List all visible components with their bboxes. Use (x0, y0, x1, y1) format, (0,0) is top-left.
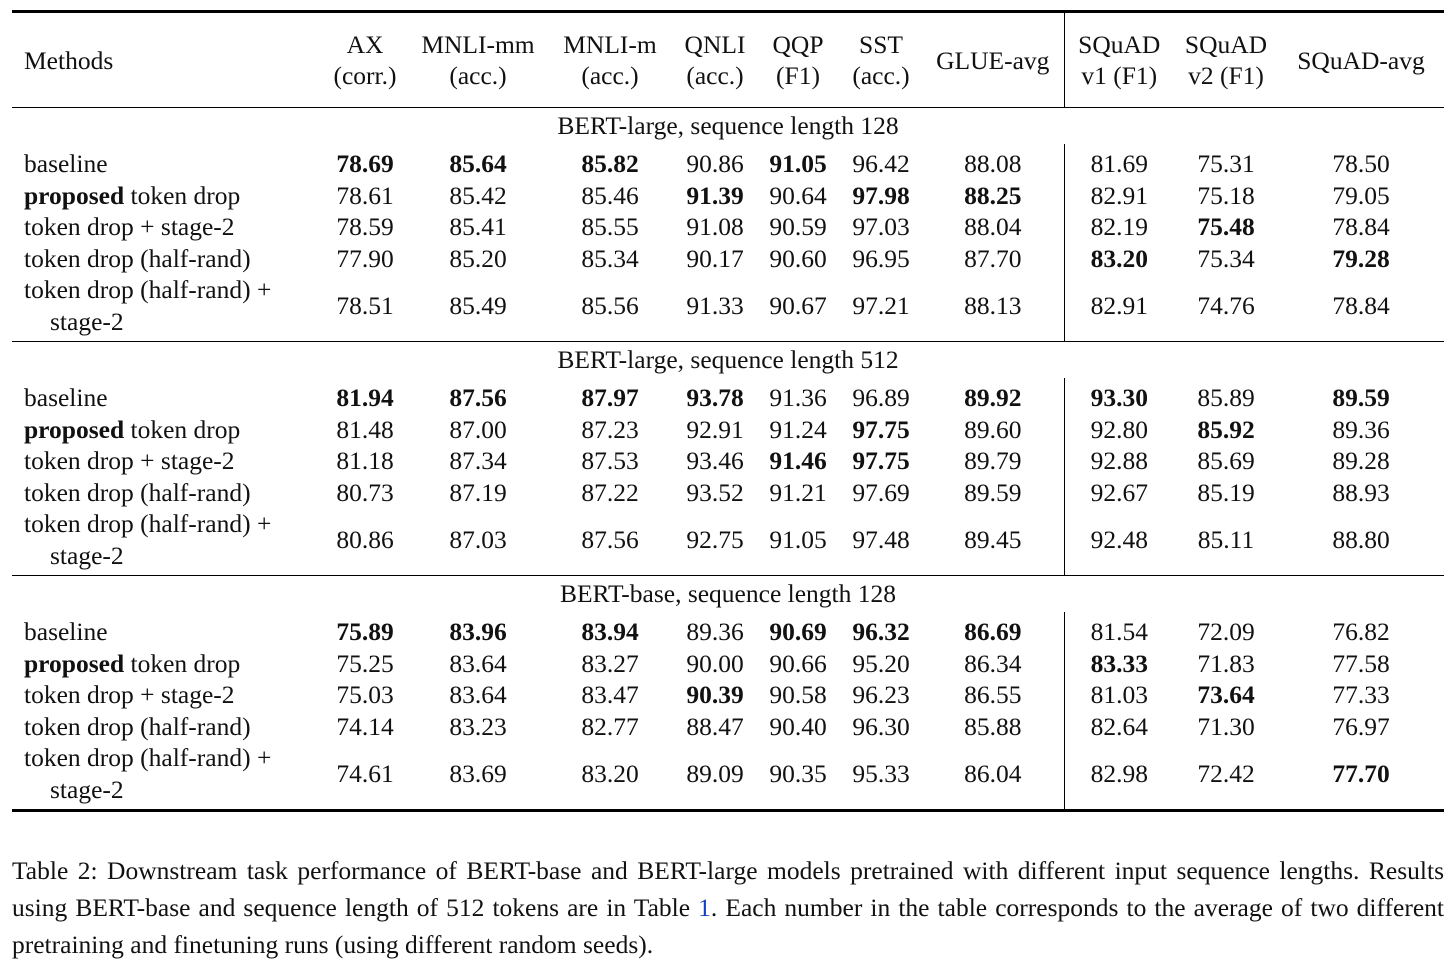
value-cell: 77.90 (336, 243, 394, 273)
column-header-line1: SQuAD (1184, 30, 1268, 59)
value-cell: 85.88 (922, 711, 1064, 743)
value-cell: 87.56 (449, 383, 507, 412)
method-name: baseline (24, 383, 108, 412)
value-cell: 88.47 (686, 711, 744, 741)
value-cell: 95.33 (852, 758, 910, 788)
value-cell: 81.54 (1090, 617, 1148, 646)
value-cell: 88.04 (922, 211, 1064, 243)
method-name-line2: stage-2 (50, 540, 124, 570)
method-cell (12, 477, 320, 509)
value-cell: 75.31 (1197, 149, 1255, 178)
method-name: token drop (half-rand) (24, 711, 251, 741)
column-header (756, 12, 840, 108)
method-emphasis: proposed (24, 414, 125, 444)
value-cell: 78.51 (336, 290, 394, 320)
table-row (12, 648, 1444, 680)
table-row (12, 274, 1444, 342)
value-cell: 82.91 (1090, 180, 1148, 210)
table-caption (12, 852, 1444, 963)
method-cell (12, 445, 320, 477)
value-cell: 91.24 (769, 414, 827, 444)
method-cell (12, 612, 320, 648)
value-cell: 88.25 (922, 180, 1064, 212)
value-cell: 86.55 (922, 679, 1064, 711)
value-cell: 88.08 (922, 144, 1064, 180)
value-cell: 97.75 (852, 446, 910, 475)
value-cell: 83.20 (1090, 243, 1148, 273)
value-cell: 83.27 (581, 648, 639, 678)
method-name: token drop (half-rand) + (24, 743, 272, 772)
group-header-row (12, 108, 1444, 145)
value-cell: 87.00 (449, 414, 507, 444)
value-cell: 90.60 (769, 243, 827, 273)
value-cell: 75.89 (336, 617, 394, 646)
method-name: token drop (124, 414, 241, 444)
value-cell: 81.69 (1090, 149, 1148, 178)
method-cell (12, 144, 320, 180)
column-header-line2: (F1) (776, 61, 820, 90)
value-cell: 76.97 (1332, 711, 1390, 741)
value-cell: 78.84 (1332, 212, 1390, 241)
value-cell: 81.18 (336, 446, 394, 475)
group-title: BERT-large, sequence length 512 (557, 345, 899, 374)
value-cell: 75.34 (1197, 243, 1255, 273)
value-cell: 89.36 (1332, 414, 1390, 444)
value-cell: 83.64 (449, 648, 507, 678)
column-header (546, 12, 674, 108)
column-header (1174, 12, 1278, 108)
column-header-line1: Methods (24, 45, 114, 75)
value-cell: 90.67 (769, 290, 827, 320)
column-header-line2: v1 (F1) (1081, 61, 1158, 90)
caption-table-ref-link[interactable]: 1 (698, 893, 711, 922)
value-cell: 93.46 (686, 446, 744, 475)
method-cell (12, 211, 320, 243)
value-cell: 90.35 (769, 758, 827, 788)
method-name: token drop (half-rand) + (24, 275, 272, 304)
value-cell: 92.75 (686, 524, 744, 554)
value-cell: 77.70 (1332, 758, 1390, 788)
table-row (12, 679, 1444, 711)
method-emphasis: proposed (24, 180, 125, 210)
value-cell: 85.92 (1197, 414, 1255, 444)
value-cell: 85.46 (581, 180, 639, 210)
value-cell: 89.60 (922, 414, 1064, 446)
value-cell: 86.34 (922, 648, 1064, 680)
results-table-container (12, 10, 1444, 812)
value-cell: 79.05 (1332, 180, 1390, 210)
method-name: token drop + stage-2 (24, 212, 235, 241)
table-row (12, 378, 1444, 414)
value-cell: 75.48 (1197, 212, 1255, 241)
value-cell: 90.40 (769, 711, 827, 741)
method-cell (12, 742, 320, 811)
value-cell: 97.48 (852, 524, 910, 554)
value-cell: 96.23 (852, 680, 910, 709)
value-cell: 93.30 (1090, 383, 1148, 412)
column-header-line1: QQP (772, 30, 824, 59)
value-cell: 91.46 (769, 446, 827, 475)
value-cell: 82.91 (1090, 290, 1148, 320)
value-cell: 89.59 (1332, 383, 1390, 412)
value-cell: 87.03 (449, 524, 507, 554)
value-cell: 88.13 (922, 274, 1064, 342)
method-name: token drop (half-rand) (24, 477, 251, 507)
value-cell: 85.11 (1197, 524, 1255, 554)
value-cell: 82.77 (581, 711, 639, 741)
table-row (12, 612, 1444, 648)
table-row (12, 445, 1444, 477)
table-row (12, 711, 1444, 743)
value-cell: 78.84 (1332, 290, 1390, 320)
value-cell: 74.14 (336, 711, 394, 741)
value-cell: 81.03 (1090, 680, 1148, 709)
value-cell: 73.64 (1197, 680, 1255, 709)
value-cell: 91.36 (769, 383, 827, 412)
column-header (840, 12, 922, 108)
method-cell (12, 679, 320, 711)
value-cell: 86.04 (922, 742, 1064, 811)
value-cell: 83.94 (581, 617, 639, 646)
method-emphasis: proposed (24, 648, 125, 678)
value-cell: 75.03 (336, 680, 394, 709)
value-cell: 92.91 (686, 414, 744, 444)
value-cell: 96.42 (852, 149, 910, 178)
value-cell: 87.34 (449, 446, 507, 475)
method-name: token drop + stage-2 (24, 446, 235, 475)
value-cell: 87.19 (449, 477, 507, 507)
value-cell: 78.69 (336, 149, 394, 178)
value-cell: 83.69 (449, 758, 507, 788)
value-cell: 72.42 (1197, 758, 1255, 788)
group-title: BERT-large, sequence length 128 (557, 111, 899, 140)
value-cell: 83.20 (581, 758, 639, 788)
value-cell: 87.53 (581, 446, 639, 475)
value-cell: 96.30 (852, 711, 910, 741)
value-cell: 85.55 (581, 212, 639, 241)
value-cell: 78.50 (1332, 149, 1390, 178)
value-cell: 85.42 (449, 180, 507, 210)
table-header (12, 12, 1444, 108)
header-row (12, 12, 1444, 108)
method-name: token drop (half-rand) (24, 243, 251, 273)
value-cell: 91.05 (769, 149, 827, 178)
value-cell: 92.48 (1090, 524, 1148, 554)
method-name: baseline (24, 149, 108, 178)
column-header-line1: AX (346, 30, 384, 59)
value-cell: 91.08 (686, 212, 744, 241)
value-cell: 83.23 (449, 711, 507, 741)
column-header-line2: (acc.) (852, 61, 910, 90)
column-header-line1: GLUE-avg (936, 45, 1050, 75)
value-cell: 96.95 (852, 243, 910, 273)
value-cell: 92.88 (1090, 446, 1148, 475)
value-cell: 96.32 (852, 617, 910, 646)
table-row (12, 414, 1444, 446)
value-cell: 95.20 (852, 648, 910, 678)
value-cell: 90.64 (769, 180, 827, 210)
column-header (922, 12, 1064, 108)
group-header-row (12, 342, 1444, 379)
value-cell: 85.20 (449, 243, 507, 273)
method-cell (12, 648, 320, 680)
table-row (12, 508, 1444, 576)
column-header (410, 12, 546, 108)
value-cell: 81.48 (336, 414, 394, 444)
value-cell: 92.80 (1090, 414, 1148, 444)
value-cell: 85.34 (581, 243, 639, 273)
value-cell: 82.19 (1090, 212, 1148, 241)
value-cell: 87.22 (581, 477, 639, 507)
value-cell: 85.19 (1197, 477, 1255, 507)
method-name: token drop (124, 180, 241, 210)
value-cell: 87.97 (581, 383, 639, 412)
value-cell: 86.69 (922, 612, 1064, 648)
column-header-line2: v2 (F1) (1188, 61, 1264, 90)
value-cell: 89.09 (686, 758, 744, 788)
value-cell: 80.86 (336, 524, 394, 554)
value-cell: 89.28 (1332, 446, 1390, 475)
value-cell: 96.89 (852, 383, 910, 412)
value-cell: 85.82 (581, 149, 639, 178)
value-cell: 85.89 (1197, 383, 1255, 412)
value-cell: 90.69 (769, 617, 827, 646)
table-row (12, 477, 1444, 509)
value-cell: 85.69 (1197, 446, 1255, 475)
value-cell: 89.79 (922, 445, 1064, 477)
value-cell: 75.18 (1197, 180, 1255, 210)
method-cell (12, 378, 320, 414)
method-name: token drop (124, 648, 241, 678)
group-title: BERT-base, sequence length 128 (559, 579, 897, 608)
value-cell: 91.39 (686, 180, 744, 210)
value-cell: 82.64 (1090, 711, 1148, 741)
table-row (12, 180, 1444, 212)
value-cell: 89.59 (922, 477, 1064, 509)
table-row (12, 211, 1444, 243)
value-cell: 78.61 (336, 180, 394, 210)
column-header-line1: MNLI-m (563, 30, 657, 59)
value-cell: 82.98 (1090, 758, 1148, 788)
caption-text-end: . Each number in the table corresponds to the average of two different pretraining and finetuning runs (using different random seeds). (12, 893, 1444, 959)
column-header-line2: (corr.) (333, 61, 397, 90)
column-header (1278, 12, 1444, 108)
value-cell: 88.80 (1332, 524, 1390, 554)
value-cell: 89.36 (686, 617, 744, 646)
value-cell: 72.09 (1197, 617, 1255, 646)
method-name: token drop (half-rand) + (24, 509, 272, 538)
column-header (1064, 12, 1174, 108)
method-name: baseline (24, 617, 108, 646)
value-cell: 89.92 (922, 378, 1064, 414)
value-cell: 90.59 (769, 212, 827, 241)
value-cell: 97.98 (852, 180, 910, 210)
value-cell: 85.49 (449, 290, 507, 320)
column-header-line1: MNLI-mm (421, 30, 535, 59)
value-cell: 97.21 (852, 290, 910, 320)
value-cell: 77.58 (1332, 648, 1390, 678)
method-name-line2: stage-2 (50, 306, 124, 336)
method-cell (12, 243, 320, 275)
value-cell: 97.03 (852, 212, 910, 241)
column-header-line1: SST (859, 30, 903, 59)
value-cell: 71.30 (1197, 711, 1255, 741)
value-cell: 71.83 (1197, 648, 1255, 678)
column-header (12, 12, 320, 108)
value-cell: 93.52 (686, 477, 744, 507)
column-header-line1: SQuAD-avg (1297, 45, 1425, 75)
method-cell (12, 414, 320, 446)
column-header-line2: (acc.) (581, 61, 639, 90)
column-header-line2: (acc.) (449, 61, 507, 90)
value-cell: 77.33 (1332, 680, 1390, 709)
results-table (12, 10, 1444, 812)
method-cell (12, 274, 320, 342)
method-name-line2: stage-2 (50, 774, 124, 804)
value-cell: 91.33 (686, 290, 744, 320)
value-cell: 76.82 (1332, 617, 1390, 646)
value-cell: 83.64 (449, 680, 507, 709)
value-cell: 74.61 (336, 758, 394, 788)
value-cell: 97.75 (852, 414, 910, 444)
method-name: token drop + stage-2 (24, 680, 235, 709)
value-cell: 87.23 (581, 414, 639, 444)
table-row (12, 144, 1444, 180)
value-cell: 97.69 (852, 477, 910, 507)
value-cell: 83.33 (1090, 648, 1148, 678)
value-cell: 90.00 (686, 648, 744, 678)
column-header (320, 12, 410, 108)
value-cell: 80.73 (336, 477, 394, 507)
value-cell: 83.47 (581, 680, 639, 709)
value-cell: 85.64 (449, 149, 507, 178)
value-cell: 81.94 (336, 383, 394, 412)
value-cell: 79.28 (1332, 243, 1390, 273)
value-cell: 90.86 (686, 149, 744, 178)
value-cell: 92.67 (1090, 477, 1148, 507)
value-cell: 83.96 (449, 617, 507, 646)
column-header (674, 12, 756, 108)
value-cell: 91.21 (769, 477, 827, 507)
value-cell: 74.76 (1197, 290, 1255, 320)
column-header-line1: SQuAD (1078, 30, 1161, 59)
value-cell: 90.39 (686, 680, 744, 709)
value-cell: 93.78 (686, 383, 744, 412)
value-cell: 89.45 (922, 508, 1064, 576)
method-cell (12, 508, 320, 576)
caption-text: Downstream task performance of BERT-base and BERT-large models pretrained with different input sequence lengths. Results using BERT-base and sequence length of 512 tokens are in Table (12, 856, 1444, 922)
table-row (12, 742, 1444, 811)
value-cell: 75.25 (336, 648, 394, 678)
column-header-line2: (acc.) (686, 61, 744, 90)
group-header-row (12, 576, 1444, 613)
value-cell: 85.41 (449, 212, 507, 241)
value-cell: 90.66 (769, 648, 827, 678)
column-header-line1: QNLI (684, 30, 746, 59)
value-cell: 85.56 (581, 290, 639, 320)
value-cell: 91.05 (769, 524, 827, 554)
caption-label: Table 2: (12, 856, 98, 885)
value-cell: 78.59 (336, 212, 394, 241)
table-body (12, 108, 1444, 811)
value-cell: 87.70 (922, 243, 1064, 275)
value-cell: 88.93 (1332, 477, 1390, 507)
method-cell (12, 180, 320, 212)
value-cell: 90.17 (686, 243, 744, 273)
value-cell: 87.56 (581, 524, 639, 554)
value-cell: 90.58 (769, 680, 827, 709)
method-cell (12, 711, 320, 743)
table-row (12, 243, 1444, 275)
